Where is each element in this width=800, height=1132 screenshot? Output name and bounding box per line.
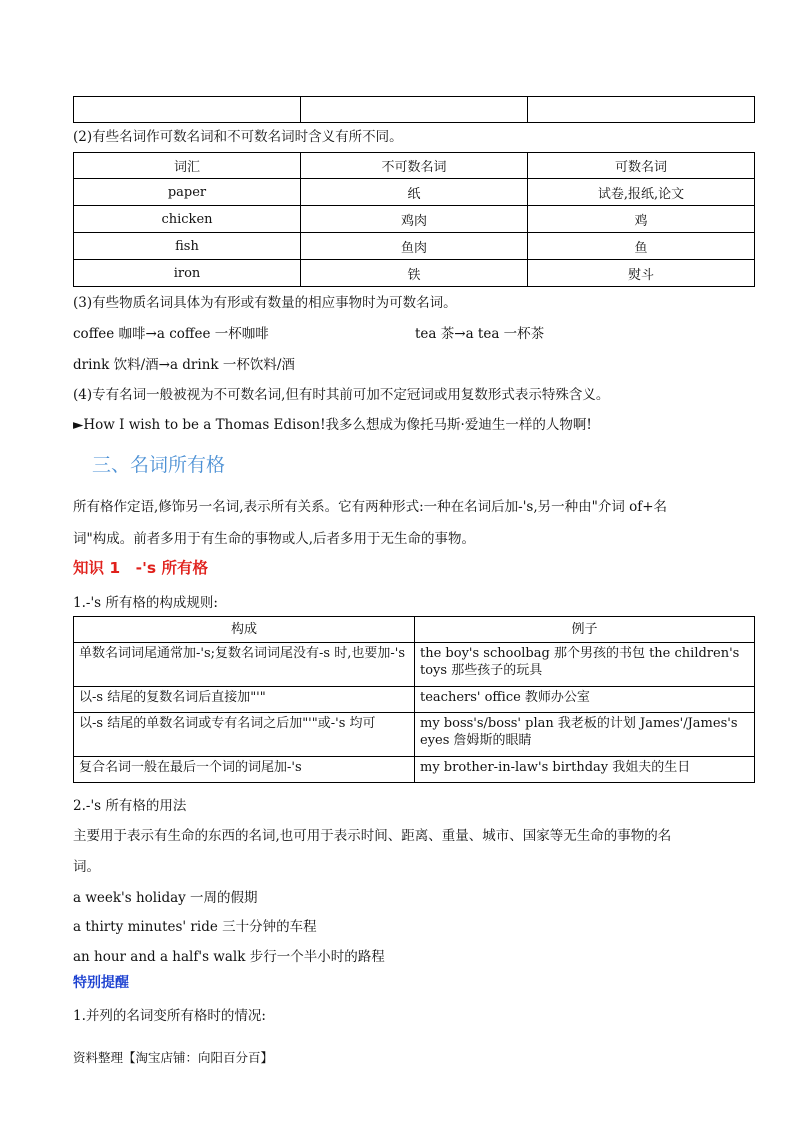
cell-uncountable: 鸡肉	[301, 206, 528, 233]
table-row	[74, 233, 755, 260]
cell-construction: 以-s 结尾的复数名词后直接加"'"	[74, 687, 415, 713]
cell-word: fish	[74, 233, 301, 260]
tip-line-1: 1.并列的名词变所有格时的情况:	[73, 1008, 266, 1024]
cell-word: iron	[74, 260, 301, 287]
cell-countable: 鸡	[528, 206, 755, 233]
intro-line-1: 所有格作定语,修饰另一名词,表示所有关系。它有两种形式:一种在名词后加-'s,另一种由"介词 of+名	[73, 499, 668, 515]
table-row	[74, 97, 755, 123]
cell-uncountable: 铁	[301, 260, 528, 287]
cell-construction: 单数名词词尾通常加-'s;复数名词词尾没有-s 时,也要加-'s	[74, 643, 415, 687]
table-cell	[301, 97, 528, 123]
cell-example: teachers' office 教师办公室	[415, 687, 755, 713]
cell-construction: 复合名词一般在最后一个词的词尾加-'s	[74, 757, 415, 783]
table-row	[74, 179, 755, 206]
table-header-row	[74, 617, 755, 643]
usage-line-2: 词。	[73, 859, 100, 875]
table-row	[74, 260, 755, 287]
cell-example: my brother-in-law's birthday 我姐夫的生日	[415, 757, 755, 783]
table-row	[74, 687, 755, 713]
table-cell	[74, 97, 301, 123]
example-edison: ►How I wish to be a Thomas Edison!我多么想成为像托马斯·爱迪生一样的人物啊!	[73, 417, 592, 433]
cell-construction: 以-s 结尾的单数名词或专有名词之后加"'"或-'s 均可	[74, 713, 415, 757]
cell-uncountable: 纸	[301, 179, 528, 206]
example-drink: drink 饮料/酒→a drink 一杯饮料/酒	[73, 357, 295, 373]
cell-example: the boy's schoolbag 那个男孩的书包 the children's toys 那些孩子的玩具	[415, 643, 755, 687]
section-title: 三、名词所有格	[92, 454, 226, 476]
table-row	[74, 206, 755, 233]
header-countable: 可数名词	[528, 153, 755, 179]
paragraph-2: (2)有些名词作可数名词和不可数名词时含义有所不同。	[73, 129, 403, 145]
paragraph-3: (3)有些物质名词具体为有形或有数量的相应事物时为可数名词。	[73, 295, 457, 311]
table-top	[73, 96, 755, 123]
header-construction: 构成	[74, 617, 415, 643]
table-countable	[73, 152, 755, 287]
header-example: 例子	[415, 617, 755, 643]
tip-title: 特别提醒	[73, 975, 129, 991]
cell-countable: 熨斗	[528, 260, 755, 287]
cell-example: my boss's/boss' plan 我老板的计划 James'/James's eyes 詹姆斯的眼睛	[415, 713, 755, 757]
cell-word: paper	[74, 179, 301, 206]
paragraph-4: (4)专有名词一般被视为不可数名词,但有时其前可加不定冠词或用复数形式表示特殊含义。	[73, 387, 610, 403]
example-thirty: a thirty minutes' ride 三十分钟的车程	[73, 919, 317, 935]
table-possessive	[73, 616, 755, 783]
header-uncountable: 不可数名词	[301, 153, 528, 179]
intro-line-2: 词"构成。前者多用于有生命的事物或人,后者多用于无生命的事物。	[73, 531, 475, 547]
cell-countable: 鱼	[528, 233, 755, 260]
example-week: a week's holiday 一周的假期	[73, 890, 258, 906]
footer-note: 资料整理【淘宝店铺：向阳百分百】	[73, 1050, 274, 1065]
table-row	[74, 643, 755, 687]
header-word: 词汇	[74, 153, 301, 179]
usage-line-1: 主要用于表示有生命的东西的名词,也可用于表示时间、距离、重量、城市、国家等无生命的事物的名	[73, 828, 672, 844]
table-header-row	[74, 153, 755, 179]
example-hour: an hour and a half's walk 步行一个半小时的路程	[73, 949, 385, 965]
cell-uncountable: 鱼肉	[301, 233, 528, 260]
example-tea: tea 茶→a tea 一杯茶	[415, 326, 545, 342]
table-row	[74, 757, 755, 783]
table-cell	[528, 97, 755, 123]
example-coffee: coffee 咖啡→a coffee 一杯咖啡	[73, 326, 269, 342]
cell-countable: 试卷,报纸,论文	[528, 179, 755, 206]
knowledge-title: 知识 1 -'s 所有格	[73, 559, 208, 577]
usage-title: 2.-'s 所有格的用法	[73, 798, 187, 814]
rule-title: 1.-'s 所有格的构成规则:	[73, 595, 218, 611]
cell-word: chicken	[74, 206, 301, 233]
table-row	[74, 713, 755, 757]
